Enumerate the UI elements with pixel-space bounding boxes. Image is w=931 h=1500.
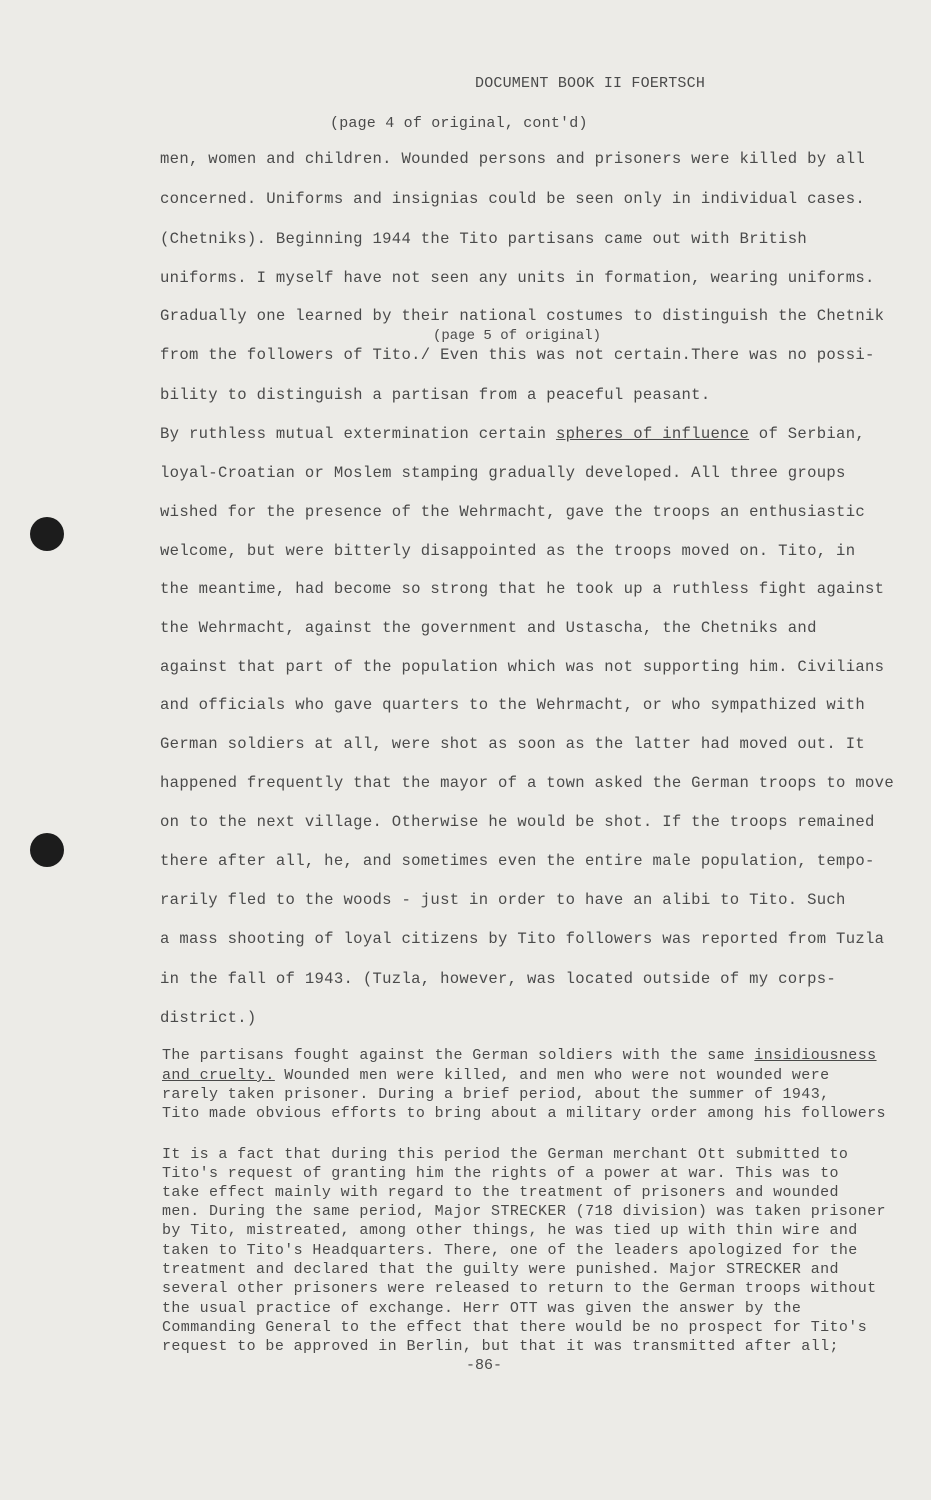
text-line: Tito's request of granting him the rights of a power at war. This was to (162, 1165, 839, 1182)
document-title: DOCUMENT BOOK II FOERTSCH (475, 75, 706, 92)
text-line (162, 1046, 877, 1065)
punch-hole-top (30, 517, 64, 551)
text-line: district.) (160, 1009, 257, 1027)
text-line: men, women and children. Wounded persons and prisoners were killed by all (160, 150, 866, 168)
text-line: Gradually one learned by their national costumes to distinguish the Chetnik (160, 307, 885, 325)
text-line: treatment and declared that the guilty were punished. Major STRECKER and (162, 1261, 839, 1278)
text-line: and officials who gave quarters to the Wehrmacht, or who sympathized with (160, 696, 866, 714)
text-line: in the fall of 1943. (Tuzla, however, was located outside of my corps- (160, 970, 837, 988)
text-line (162, 1066, 830, 1085)
text-line: the Wehrmacht, against the government and Ustascha, the Chetniks and (160, 619, 817, 637)
page-number: -86- (466, 1357, 503, 1374)
text-line: a mass shooting of loyal citizens by Tito followers was reported from Tuzla (160, 930, 885, 948)
text-segment: Wounded men were killed, and men who were not wounded were (274, 1067, 830, 1084)
text-line (160, 425, 865, 443)
underlined-phrase: spheres of influence (555, 425, 750, 443)
text-line: there after all, he, and sometimes even the entire male population, tempo- (160, 852, 875, 870)
underlined-phrase: insidiousness (754, 1047, 877, 1064)
page-reference: (page 4 of original, cont'd) (330, 115, 588, 132)
punch-hole-bottom (30, 833, 64, 867)
text-line: rarely taken prisoner. During a brief period, about the summer of 1943, (162, 1086, 830, 1103)
text-line: (Chetniks). Beginning 1944 the Tito partisans came out with British (160, 230, 808, 248)
text-line: Commanding General to the effect that there would be no prospect for Tito's (162, 1319, 868, 1336)
text-line: bility to distinguish a partisan from a peaceful peasant. (160, 386, 711, 404)
text-line: welcome, but were bitterly disappointed as the troops moved on. Tito, in (160, 542, 856, 560)
text-line: uniforms. I myself have not seen any units in formation, wearing uniforms. (160, 269, 875, 287)
text-line: Tito made obvious efforts to bring about a military order among his followers (162, 1105, 886, 1122)
text-line: take effect mainly with regard to the treatment of prisoners and wounded (162, 1184, 839, 1201)
text-line: men. During the same period, Major STRECKER (718 division) was taken prisoner (162, 1203, 886, 1220)
text-line: from the followers of Tito./ Even this was not certain.There was no possi- (160, 346, 875, 364)
text-line: taken to Tito's Headquarters. There, one of the leaders apologized for the (162, 1242, 858, 1259)
text-line: concerned. Uniforms and insignias could be seen only in individual cases. (160, 190, 866, 208)
text-line: loyal-Croatian or Moslem stamping gradually developed. All three groups (160, 464, 846, 482)
page-5-marginal-note: (page 5 of original) (433, 328, 602, 344)
text-line: by Tito, mistreated, among other things, he was tied up with thin wire and (162, 1222, 858, 1239)
underlined-phrase: and cruelty. (162, 1067, 275, 1084)
text-line: several other prisoners were released to return to the German troops without (162, 1280, 877, 1297)
text-line: rarily fled to the woods - just in order to have an alibi to Tito. Such (160, 891, 846, 909)
text-line: the meantime, had become so strong that he took up a ruthless fight against (160, 580, 885, 598)
text-segment: By ruthless mutual extermination certain (160, 425, 556, 443)
text-line: against that part of the population which was not supporting him. Civilians (160, 658, 885, 676)
text-line: happened frequently that the mayor of a town asked the German troops to move (160, 774, 894, 792)
text-line: on to the next village. Otherwise he would be shot. If the troops remained (160, 813, 875, 831)
text-segment: The partisans fought against the German soldiers with the same (162, 1047, 755, 1064)
text-segment: of Serbian, (749, 425, 866, 443)
text-line: wished for the presence of the Wehrmacht, gave the troops an enthusiastic (160, 503, 866, 521)
text-line: It is a fact that during this period the German merchant Ott submitted to (162, 1146, 849, 1163)
text-line: the usual practice of exchange. Herr OTT was given the answer by the (162, 1300, 802, 1317)
text-line: German soldiers at all, were shot as soon as the latter had moved out. It (160, 735, 866, 753)
text-line: request to be approved in Berlin, but that it was transmitted after all; (162, 1338, 839, 1355)
